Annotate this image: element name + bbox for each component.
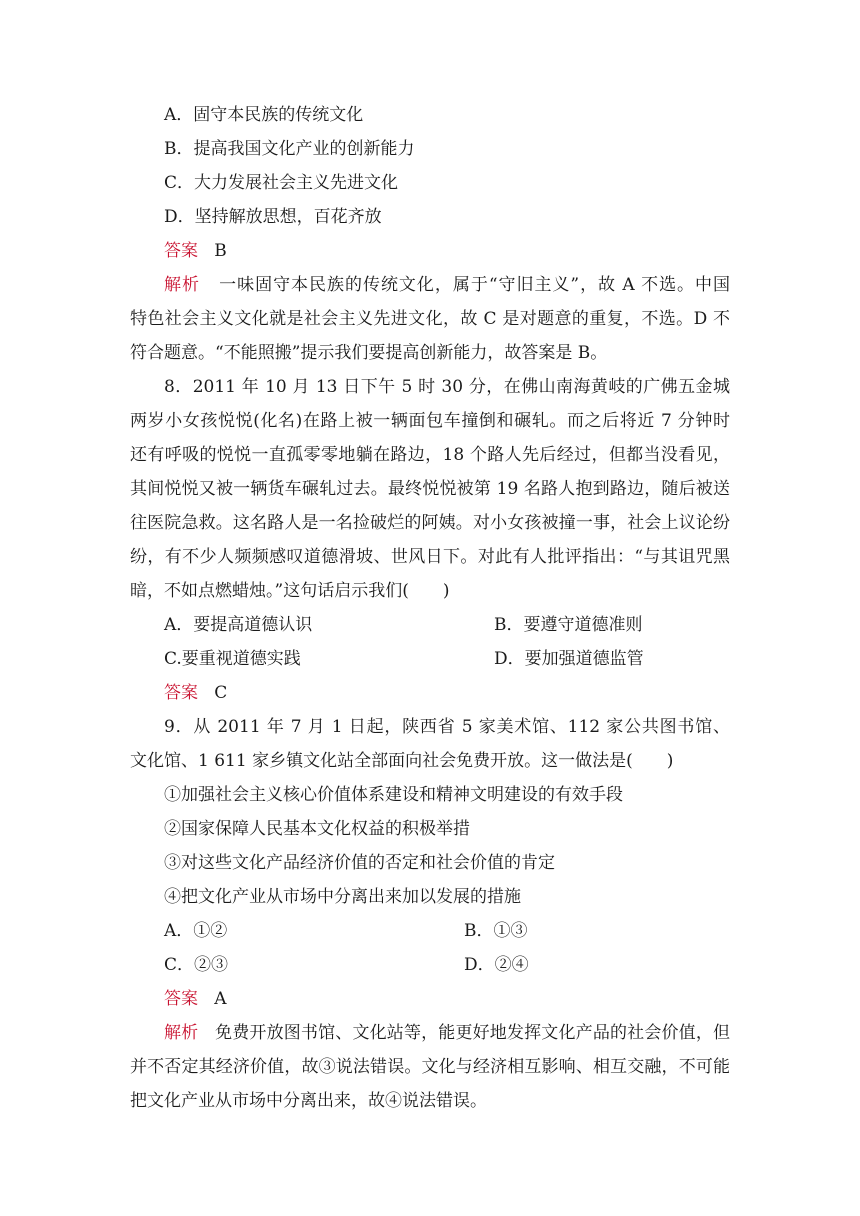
answer-label: 答案 bbox=[164, 241, 198, 261]
q9-option-a: A．①② bbox=[164, 921, 228, 941]
q8-answer bbox=[130, 676, 730, 710]
q8-stem-line-7: 暗，不如点燃蜡烛。”这句话启示我们( ) bbox=[130, 581, 450, 601]
q8-stem-line-2: 两岁小女孩悦悦(化名)在路上被一辆面包车撞倒和碾轧。而之后将近 7 分钟时 bbox=[130, 411, 730, 431]
q8-stem-line-3: 还有呼吸的悦悦一直孤零零地躺在路边，18 个路人先后经过，但都当没看见， bbox=[130, 445, 730, 465]
q7-option-b: B．提高我国文化产业的创新能力 bbox=[164, 139, 415, 159]
q9-option-d: D．②④ bbox=[464, 955, 529, 975]
q7-answer bbox=[130, 234, 730, 268]
q9-options-row-1 bbox=[130, 914, 730, 948]
analysis-label: 解析 bbox=[164, 1023, 199, 1043]
q8-options-row-1 bbox=[130, 608, 730, 642]
answer-value: A bbox=[214, 989, 227, 1009]
q9-statement-2: ②国家保障人民基本文化权益的积极举措 bbox=[164, 819, 470, 839]
q9-statement-4: ④把文化产业从市场中分离出来加以发展的措施 bbox=[164, 887, 521, 907]
q9-option-b: B．①③ bbox=[464, 921, 528, 941]
q8-stem-line-1: 8．2011 年 10 月 13 日下午 5 时 30 分，在佛山南海黄岐的广佛五金城 bbox=[164, 377, 730, 397]
q9-statement-1: ①加强社会主义核心价值体系建设和精神文明建设的有效手段 bbox=[164, 785, 623, 805]
answer-label: 答案 bbox=[164, 989, 198, 1009]
q9-answer bbox=[130, 982, 730, 1016]
q9-option-c: C．②③ bbox=[164, 955, 229, 975]
analysis-label: 解析 bbox=[164, 275, 200, 295]
q8-stem-line-4: 其间悦悦又被一辆货车碾轧过去。最终悦悦被第 19 名路人抱到路边，随后被送 bbox=[130, 479, 730, 499]
q9-options-row-2 bbox=[130, 948, 730, 982]
q9-analysis-line-3: 把文化产业从市场中分离出来，故④说法错误。 bbox=[130, 1091, 487, 1111]
q7-option-d: D．坚持解放思想，百花齐放 bbox=[164, 207, 382, 227]
q7-analysis-line-2: 特色社会主义文化就是社会主义先进文化，故 C 是对题意的重复，不选。D 不 bbox=[130, 309, 730, 329]
answer-label: 答案 bbox=[164, 683, 198, 703]
q8-options-row-2 bbox=[130, 642, 730, 676]
q7-analysis-line-1 bbox=[130, 268, 730, 302]
q9-statement-3: ③对这些文化产品经济价值的否定和社会价值的肯定 bbox=[164, 853, 555, 873]
q8-option-d: D．要加强道德监管 bbox=[494, 649, 644, 669]
q7-option-c: C．大力发展社会主义先进文化 bbox=[164, 173, 399, 193]
q7-option-a: A．固守本民族的传统文化 bbox=[164, 105, 364, 125]
q9-stem-line-1: 9．从 2011 年 7 月 1 日起，陕西省 5 家美术馆、112 家公共图书馆、 bbox=[164, 717, 730, 737]
q8-stem-line-6: 纷，有不少人频频感叹道德滑坡、世风日下。对此有人批评指出：“与其诅咒黑 bbox=[130, 547, 730, 567]
q8-option-b: B．要遵守道德准则 bbox=[494, 615, 643, 635]
answer-value: B bbox=[214, 241, 227, 261]
q9-analysis-line-2: 并不否定其经济价值，故③说法错误。文化与经济相互影响、相互交融，不可能 bbox=[130, 1057, 730, 1077]
q7-analysis-line-3: 符合题意。“不能照搬”提示我们要提高创新能力，故答案是 B。 bbox=[130, 343, 608, 363]
q9-stem-line-2: 文化馆、1 611 家乡镇文化站全部面向社会免费开放。这一做法是( ) bbox=[130, 751, 674, 771]
analysis-text: 一味固守本民族的传统文化，属于“守旧主义”，故 A 不选。中国 bbox=[219, 275, 730, 295]
q8-stem-line-5: 往医院急救。这名路人是一名捡破烂的阿姨。对小女孩被撞一事，社会上议论纷 bbox=[130, 513, 730, 533]
q8-option-a: A．要提高道德认识 bbox=[164, 615, 313, 635]
answer-value: C bbox=[214, 683, 228, 703]
analysis-text: 免费开放图书馆、文化站等，能更好地发挥文化产品的社会价值，但 bbox=[215, 1023, 730, 1043]
document-page bbox=[130, 98, 730, 1118]
q9-analysis-line-1 bbox=[130, 1016, 730, 1050]
q8-option-c: C.要重视道德实践 bbox=[164, 649, 301, 669]
